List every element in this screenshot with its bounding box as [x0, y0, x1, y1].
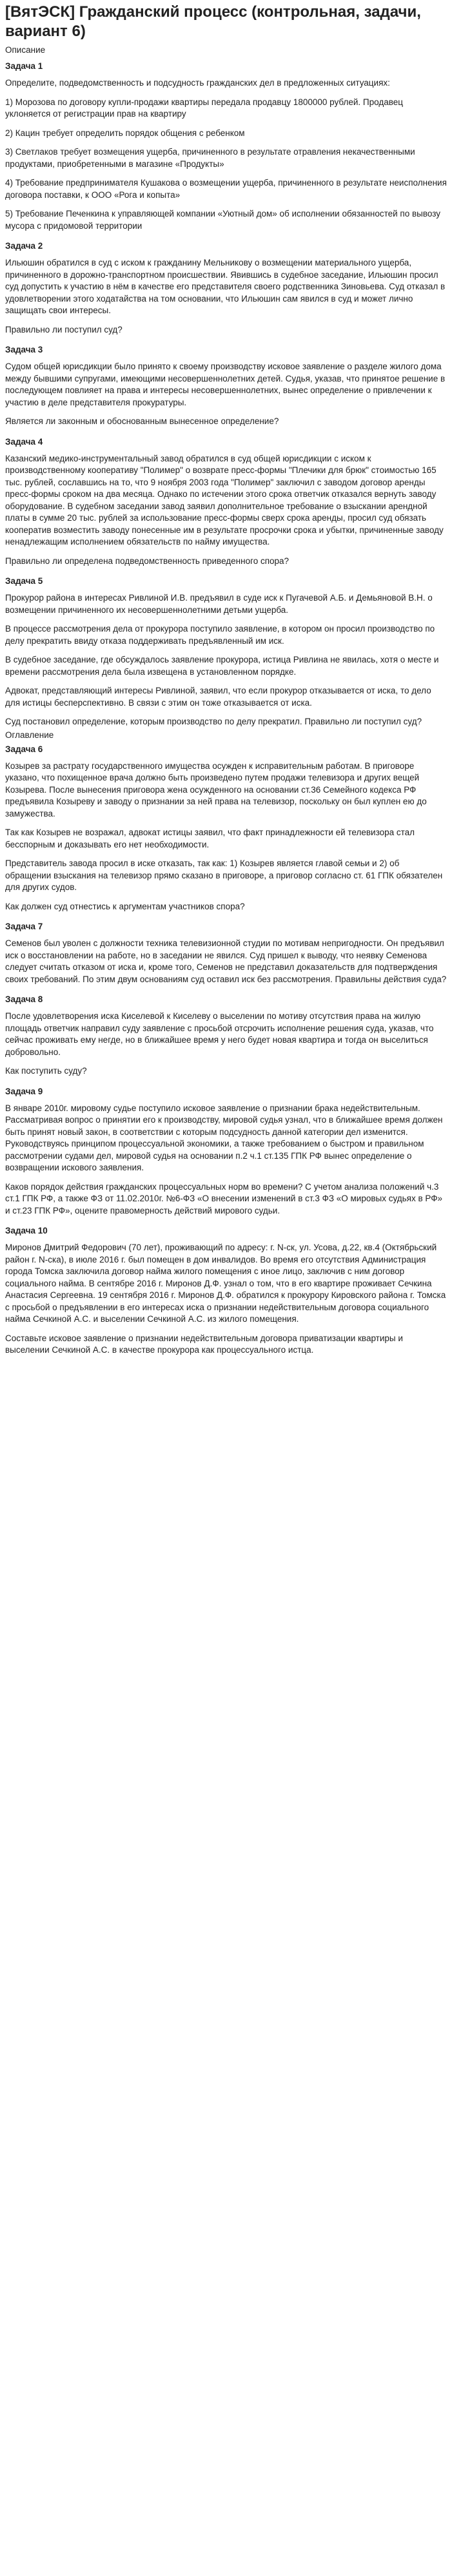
- task-paragraph: Каков порядок действия гражданских процессуальных норм во времени? С учетом анализа положений ч.3 ст.1 ГПК РФ, а также ФЗ от 11.02.2010г. №6-ФЗ «О внесении изменений в ст.3 ФЗ «О мировых судьях в РФ» и ст.23 ГПК РФ», оцените правомерность действий мирового судьи.: [5, 1181, 443, 1215]
- task-paragraph: 5) Требование Печенкина к управляющей компании «Уютный дом» об исполнении обязанностей по вывозу мусора с придомовой территории: [5, 209, 441, 231]
- task-paragraph: Определите, подведомственность и подсудность гражданских дел в предложенных ситуациях:: [5, 78, 390, 88]
- task-paragraph: 1) Морозова по договору купли-продажи квартиры передала продавцу 1800000 рублей. Продавец уклоняется от регистрации прав на квартиру: [5, 97, 403, 119]
- task-2: [5, 239, 447, 336]
- task-paragraph: 4) Требование предпринимателя Кушакова о возмещении ущерба, причиненного в результате неисполнения договора поставки, к ООО «Рога и копыта»: [5, 178, 447, 200]
- task-10: [5, 1224, 447, 1357]
- task-title: Задача 3: [5, 345, 43, 354]
- task-paragraph: Ильюшин обратился в суд с иском к гражданину Мельникову о возмещении материального ущерба, причиненного в дорожно-транспортном происшествии. Явившись в судебное заседание, Ильюшин просил суд допустить к участию в нём в качестве его представителя своего родственника Зиновьева. Суд отказал в удовлетворении этого ходатайства на том основании, что Ильюшин сам явился в суд и может лично защищать свои интересы.: [5, 258, 446, 315]
- page-title: [ВятЭСК] Гражданский процесс (контрольная, задачи, вариант 6): [5, 3, 421, 40]
- task-paragraph: Так как Козырев не возражал, адвокат истицы заявил, что факт принадлежности ей телевизора стал бесспорным и доказывать его нет необходимости.: [5, 828, 415, 849]
- task-paragraph: Суд постановил определение, которым производство по делу прекратил. Правильно ли поступил суд?: [5, 717, 422, 726]
- task-paragraph: Судом общей юрисдикции было принято к своему производству исковое заявление о разделе жилого дома между бывшими супругами, имеющими несовершеннолетних детей. Судья, указав, что принятое решение в последующем повлияет на права и интересы несовершеннолетних, вынес определение о привлечении к участию в деле представителя прокуратуры.: [5, 362, 446, 407]
- task-paragraph: 2) Кацин требует определить порядок общения с ребенком: [5, 128, 245, 138]
- task-paragraph: Адвокат, представляющий интересы Ривлиной, заявил, что если прокурор отказывается от иска, то дело для истицы бесперспективно. В связи с этим он тоже отказывается от иска.: [5, 686, 431, 708]
- task-paragraph: Прокурор района в интересах Ривлиной И.В. предъявил в суде иск к Пугачевой А.Б. и Демьяновой В.Н. о возмещении причиненного их несовершеннолетними детьми ущерба.: [5, 593, 433, 615]
- task-1: [5, 59, 447, 232]
- task-8: [5, 993, 447, 1078]
- task-paragraph: Миронов Дмитрий Федорович (70 лет), проживающий по адресу: г. N-ск, ул. Усова, д.22, кв.4 (Октябрьский район г. N-ска), в июле 2016 г. был помещен в дом инвалидов. Во время его отсутствия Администрация города Томска заключила договор найма жилого помещения с иное лицо, заключив с ним договор социального найма. В сентябре 2016 г. Миронов Д.Ф. узнал о том, что в его квартире проживает Сечкина Анастасия Сергеевна. 19 сентября 2016 г. Миронов Д.Ф. обратился к прокурору Кировского района г. Томска с просьбой о предъявлении в его интересах иска о признании недействительным договора социального найма Сечкиной А.С. и выселении Сечкиной А.С. из жилого помещения.: [5, 1243, 446, 1324]
- task-paragraph: Казанский медико-инструментальный завод обратился в суд общей юрисдикции с иском к производственному кооперативу "Полимер" о возврате пресс-формы "Плечики для брюк" стоимостью 165 тыс. рублей, сославшись на то, что 9 ноября 2003 года "Полимер" заключил с заводом договор аренды пресс-формы сроком на два месяца. Однако по истечении этого срока ответчик отказался вернуть заводу оборудование. В судебном заседании завод заявил дополнительное требование о взыскании арендной платы в сумме 20 тыс. рублей за использование пресс-формы сверх срока аренды, просил суд обязать кооператив возместить заводу понесенные им в результате просрочки срока и убытки, причиненные заводу ненадлежащим исполнением обязательств по найму имущества.: [5, 453, 444, 547]
- task-7: [5, 920, 447, 985]
- toc-label: Оглавление: [5, 730, 54, 740]
- task-5: [5, 574, 447, 728]
- task-title: Задача 9: [5, 1086, 43, 1096]
- task-3: [5, 343, 447, 428]
- task-paragraph: 3) Светлаков требует возмещения ущерба, причиненного в результате отравления некачественными продуктами, приобретенными в магазине «Продукты»: [5, 147, 415, 169]
- task-paragraph: В судебное заседание, где обсуждалось заявление прокурора, истица Ривлина не явилась, хотя о месте и времени рассмотрения дела была извещена в установленном порядке.: [5, 655, 439, 677]
- task-4: [5, 435, 447, 568]
- task-title: Задача 7: [5, 922, 43, 931]
- task-paragraph: Составьте исковое заявление о признании недействительным договора приватизации квартиры и выселении Сечкиной А.С. в качестве прокурора как процессуального истца.: [5, 1333, 403, 1355]
- task-paragraph: Как поступить суду?: [5, 1066, 87, 1076]
- task-paragraph: Семенов был уволен с должности техника телевизионной студии по мотивам непригодности. Он предъявил иск о восстановлении на работе, но в заседании не явился. Суд пришел к выводу, что неявку Семенова следует считать отказом от иска и, кроме того, Семенов не представил доказательств для подтверждения своих требований. По этим двум основаниям суд оставил иск без рассмотрения. Правильны действия суда?: [5, 938, 447, 984]
- task-paragraph: Как должен суд отнестись к аргументам участников спора?: [5, 901, 245, 911]
- task-9: [5, 1085, 447, 1217]
- task-title: Задача 5: [5, 576, 43, 586]
- description-label: Описание: [5, 45, 46, 55]
- task-paragraph: Является ли законным и обоснованным вынесенное определение?: [5, 416, 279, 426]
- task-paragraph: Представитель завода просил в иске отказать, так как: 1) Козырев является главой семьи и 2) об обращении взыскания на телевизор прямо сказано в приговоре, а приговор согласно ст. 61 ГПК обязателен для других судов.: [5, 858, 443, 892]
- task-title: Задача 10: [5, 1226, 48, 1235]
- task-paragraph: После удовлетворения иска Киселевой к Киселеву о выселении по мотиву отсутствия права на жилую площадь ответчик направил суду заявление с просьбой отсрочить исполнение решения суда, указав, что сейчас проживать ему негде, но в ближайшее время у него будет новая квартира и тогда он выселиться добровольно.: [5, 1011, 434, 1057]
- task-6: [5, 742, 447, 913]
- task-paragraph: Правильно ли определена подведомственность приведенного спора?: [5, 556, 290, 566]
- task-paragraph: Правильно ли поступил суд?: [5, 324, 123, 334]
- task-title: Задача 8: [5, 994, 43, 1004]
- task-paragraph: В январе 2010г. мировому судье поступило исковое заявление о признании брака недействительным. Рассматривая вопрос о принятии его к производству, мировой судья узнал, что в ближайшее время должен быть принят новый закон, в соответствии с которым подсудность данной категории дел изменится. Руководствуясь принципом процессуальной экономики, а также требованием о быстром и правильном рассмотрении судами дел, мировой судья на основании п.2 ч.1 ст.135 ГПК РФ вынес определение о возвращении искового заявления.: [5, 1103, 443, 1172]
- task-title: Задача 1: [5, 61, 43, 71]
- task-title: Задача 2: [5, 241, 43, 251]
- task-paragraph: В процессе рассмотрения дела от прокурора поступило заявление, в котором он просил производство по делу прекратить ввиду отказа поддерживать предъявленный им иск.: [5, 624, 435, 646]
- task-title: Задача 6: [5, 744, 43, 754]
- task-title: Задача 4: [5, 436, 43, 447]
- task-paragraph: Козырев за растрату государственного имущества осужден к исправительным работам. В приговоре указано, что похищенное врача должно быть произведено путем продажи телевизора и других вещей Козырева. После вынесения приговора жена осужденного на основании ст.36 Семейного кодекса РФ предъявила Козыреву и заводу о признании за ней права на телевизор, поскольку он был куплен ею до замужества.: [5, 760, 427, 818]
